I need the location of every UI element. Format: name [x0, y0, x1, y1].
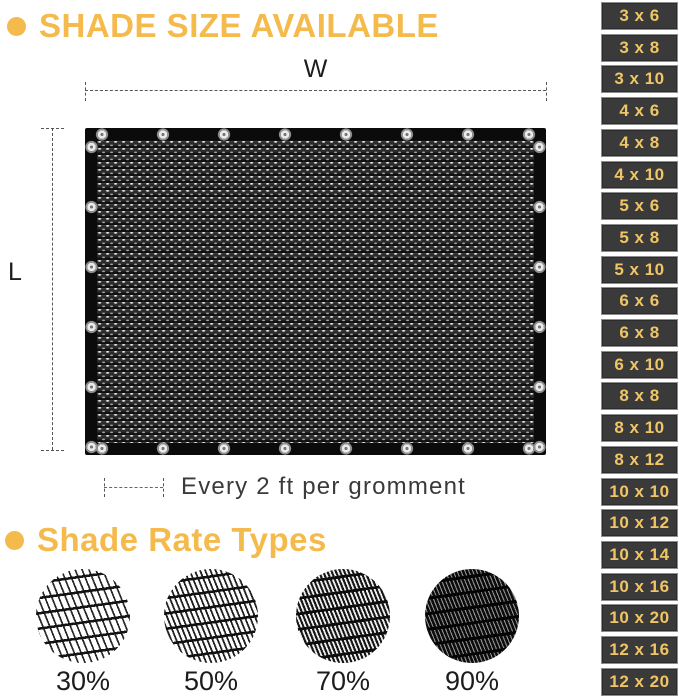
size-chip: 12 x 20 — [601, 668, 678, 696]
size-chip: 6 x 6 — [601, 287, 678, 315]
size-chip: 8 x 8 — [601, 382, 678, 410]
length-dimension-line — [52, 128, 53, 450]
shade-rate-percent: 50% — [183, 666, 239, 696]
size-chip: 8 x 10 — [601, 414, 678, 442]
size-chip: 8 x 12 — [601, 446, 678, 474]
section-title: Shade Rate Types — [37, 521, 327, 558]
shade-rate-sample-50 — [164, 569, 258, 663]
mesh-texture — [97, 140, 534, 443]
grommet-row-bottom — [85, 442, 546, 455]
size-chip: 6 x 8 — [601, 319, 678, 347]
size-chip: 10 x 16 — [601, 573, 678, 601]
shade-rate-percent: 30% — [55, 666, 111, 696]
length-tick-bottom — [41, 450, 64, 451]
shade-size-heading — [7, 7, 439, 45]
width-dimension-line — [85, 90, 546, 91]
bracket-tick-left — [104, 478, 105, 497]
size-chip: 10 x 10 — [601, 478, 678, 506]
size-chip: 5 x 10 — [601, 256, 678, 284]
width-label: W — [303, 55, 328, 83]
shade-rate-percent: 90% — [444, 666, 500, 696]
grommet-column-right — [533, 128, 546, 455]
grommet-note: Every 2 ft per gromment — [181, 473, 467, 500]
shade-net-diagram — [85, 128, 546, 455]
width-tick-left — [85, 82, 86, 101]
bullet-icon — [7, 17, 26, 36]
size-chip: 3 x 6 — [601, 2, 678, 30]
size-chip: 12 x 16 — [601, 636, 678, 664]
size-chip: 5 x 8 — [601, 224, 678, 252]
shade-rate-sample-30 — [36, 569, 130, 663]
shade-rate-sample-70 — [296, 569, 390, 663]
size-chip: 6 x 10 — [601, 351, 678, 379]
size-chip: 3 x 10 — [601, 65, 678, 93]
width-tick-right — [546, 82, 547, 101]
size-chip: 4 x 8 — [601, 129, 678, 157]
size-chip: 3 x 8 — [601, 34, 678, 62]
size-chip: 4 x 10 — [601, 161, 678, 189]
size-chip: 5 x 6 — [601, 192, 678, 220]
length-tick-top — [41, 128, 64, 129]
bullet-icon — [5, 531, 24, 550]
size-chip: 10 x 20 — [601, 604, 678, 632]
shade-rate-heading — [5, 521, 327, 559]
shade-rate-sample-90 — [425, 569, 519, 663]
bracket-tick-right — [163, 478, 164, 497]
grommet-spacing-bracket — [104, 487, 163, 488]
length-label: L — [8, 258, 22, 286]
size-chip: 10 x 12 — [601, 509, 678, 537]
section-title: SHADE SIZE AVAILABLE — [39, 7, 439, 44]
size-chip: 4 x 6 — [601, 97, 678, 125]
size-list — [601, 2, 678, 696]
size-chip: 10 x 14 — [601, 541, 678, 569]
shade-rate-percent: 70% — [315, 666, 371, 696]
